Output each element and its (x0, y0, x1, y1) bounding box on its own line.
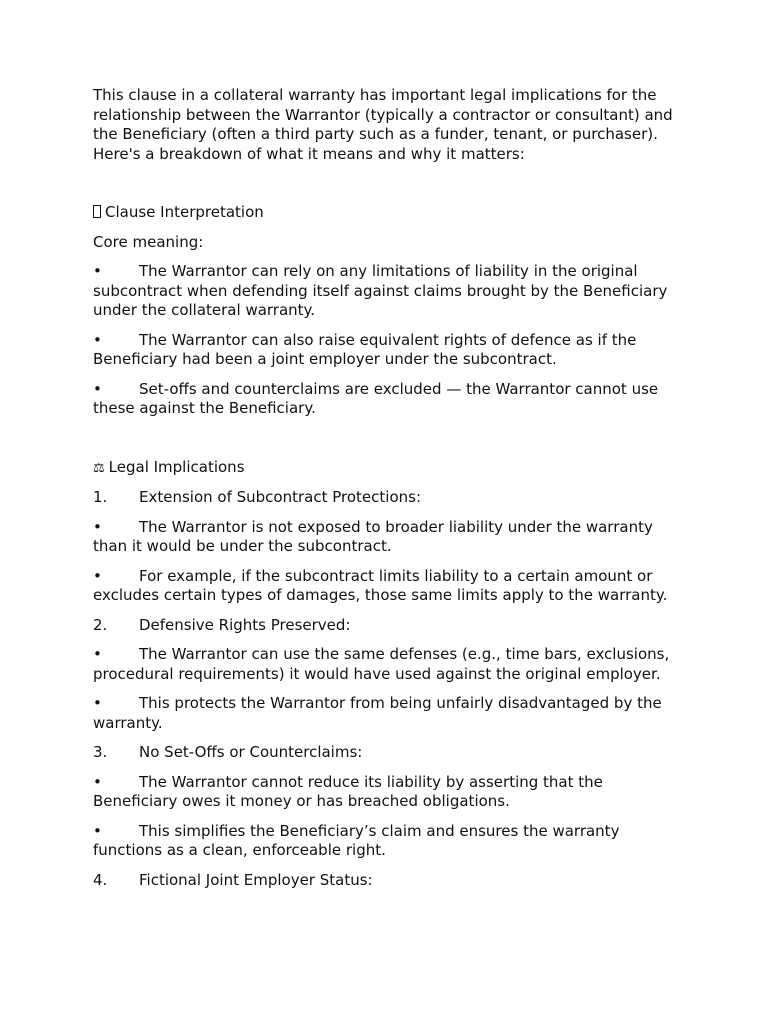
item-number: 1. (93, 488, 108, 506)
bullet-text: This simplifies the Beneficiary’s claim and ensures the warranty functions as a clean, enforceable right. (93, 821, 620, 859)
bullet-text: The Warrantor can rely on any limitations of liability in the original subcontract when defending itself against claims brought by the Beneficiary under the collateral warranty. (93, 262, 668, 319)
bullet-item (93, 262, 683, 321)
heading-text: Clause Interpretation (105, 203, 264, 221)
numbered-item (93, 616, 683, 636)
item-number: 3. (93, 743, 108, 761)
scales-icon: ⚖ (93, 460, 105, 476)
legal-implications-list (93, 488, 683, 890)
bullet-marker: • (93, 694, 102, 712)
clipboard-icon (93, 205, 101, 218)
bullet-marker: • (93, 262, 102, 280)
core-meaning-label: Core meaning: (93, 232, 204, 251)
bullet-marker: • (93, 645, 102, 663)
item-title: Fictional Joint Employer Status: (139, 870, 373, 889)
section-heading-legal-implications (93, 458, 683, 479)
core-meaning-list (93, 262, 683, 419)
numbered-item (93, 488, 683, 508)
section-heading-clause-interpretation (93, 203, 683, 223)
item-title: Extension of Subcontract Protections: (139, 488, 422, 506)
bullet-item (93, 822, 683, 861)
document-page (93, 86, 683, 900)
bullet-marker: • (93, 566, 102, 585)
bullet-item (93, 518, 683, 557)
bullet-item (93, 694, 683, 733)
bullet-item (93, 567, 683, 606)
bullet-text: The Warrantor cannot reduce its liability by asserting that the Beneficiary owes it money or has breached obligations. (93, 772, 603, 810)
bullet-item (93, 380, 683, 419)
item-number: 2. (93, 615, 108, 634)
intro-paragraph: This clause in a collateral warranty has important legal implications for the relationship between the Warrantor (typically a contractor or consultant) and the Beneficiary (often a third party such as a funder, tenant, or purchaser). Here's a breakdown of what it means and why it matters: (93, 86, 673, 163)
bullet-text: The Warrantor is not exposed to broader liability under the warranty than it would be under the subcontract. (93, 517, 653, 555)
bullet-text: Set-offs and counterclaims are excluded — the Warrantor cannot use these against the Beneficiary. (93, 379, 659, 417)
bullet-item (93, 645, 683, 684)
item-title: Defensive Rights Preserved: (139, 615, 351, 634)
bullet-item (93, 331, 683, 370)
heading-text: Legal Implications (108, 457, 245, 476)
bullet-text: The Warrantor can use the same defenses (e.g., time bars, exclusions, procedural requirements) it would have used against the original employer. (93, 645, 670, 683)
bullet-text: The Warrantor can also raise equivalent rights of defence as if the Beneficiary had been a joint employer under the subcontract. (93, 330, 637, 368)
bullet-text: For example, if the subcontract limits liability to a certain amount or excludes certain types of damages, those same limits apply to the warranty. (93, 566, 668, 604)
bullet-marker: • (93, 772, 102, 791)
bullet-text: This protects the Warrantor from being unfairly disadvantaged by the warranty. (93, 694, 662, 732)
item-title: No Set-Offs or Counterclaims: (139, 743, 363, 761)
bullet-marker: • (93, 517, 102, 536)
item-number: 4. (93, 870, 108, 889)
numbered-item (93, 871, 683, 891)
bullet-item (93, 773, 683, 812)
bullet-marker: • (93, 330, 102, 349)
bullet-marker: • (93, 821, 102, 840)
numbered-item (93, 743, 683, 763)
bullet-marker: • (93, 379, 102, 398)
